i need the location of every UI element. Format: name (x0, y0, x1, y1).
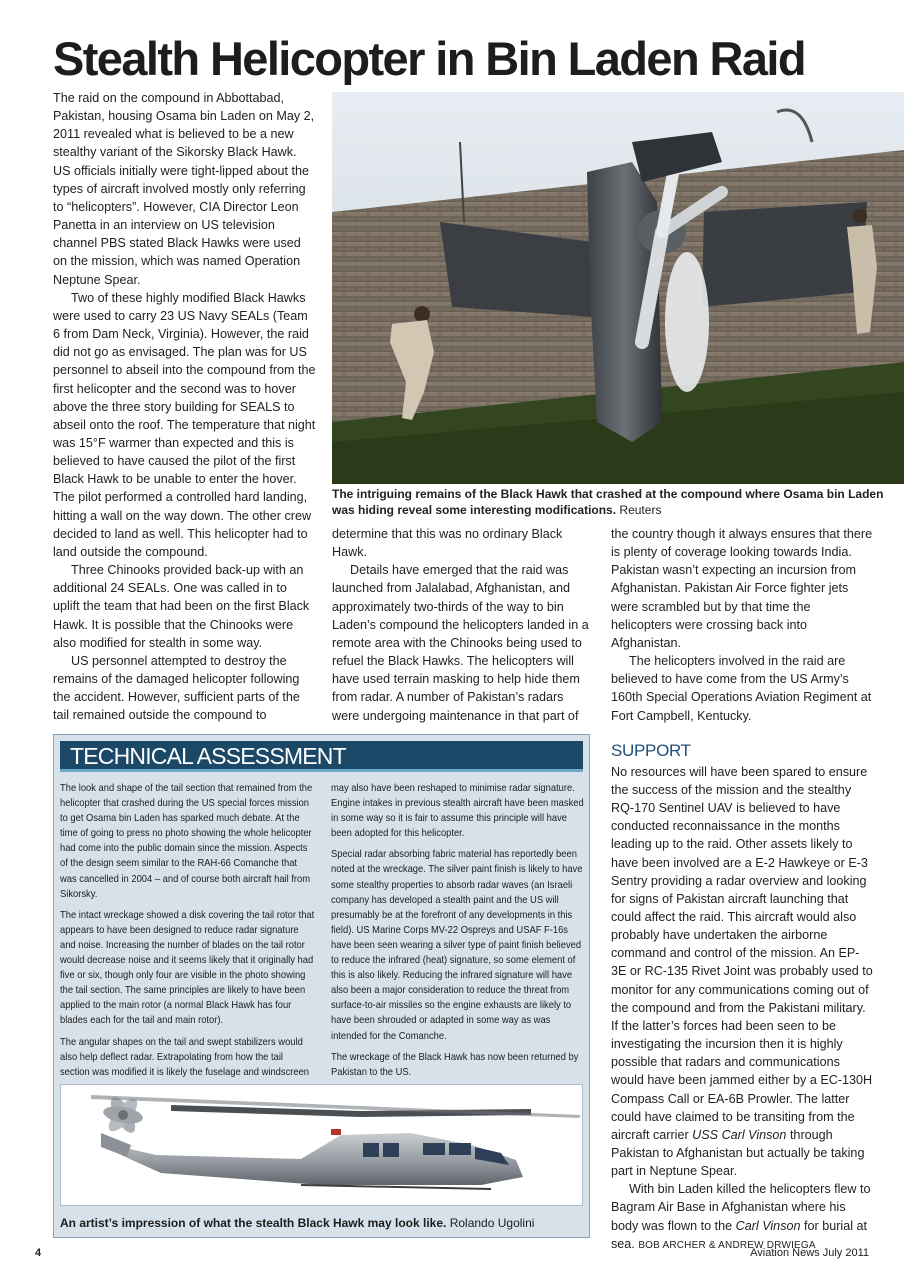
paragraph: US personnel attempted to destroy the remains of the damaged helicopter following the accident. However, sufficient parts of the tail remained outside the compound to (53, 653, 300, 723)
paragraph: The raid on the compound in Abbottabad, Pakistan, housing Osama bin Laden on May 2, 2011 revealed what is believed to be a new stealthy variant of the Sikorsky Black Hawk. US officials initially were tight-lipped about the types of aircraft involved mostly only referring to “helicopters”. However, CIA Director Leon Panetta in an interview on US television channel PBS stated Black Hawks were used on the mission, which was named Operation Neptune Spear. (53, 91, 315, 287)
photo-caption (332, 487, 902, 518)
paragraph: The angular shapes on the tail and swept stabilizers would also help deflect radar. Extrapolating from how the tail section was modified it is likely the fuselage and windscreen (60, 1036, 310, 1078)
illustration-caption-text: An artist’s impression of what the stealth Black Hawk may look like. (60, 1216, 447, 1230)
paragraph: may also have been reshaped to minimise radar signature. Engine intakes in previous stealth aircraft have been masked in some way so it is fair to assume this principle will have been adopted for this helicopter. (331, 783, 584, 840)
ship-name: USS Carl Vinson (692, 1127, 787, 1142)
paragraph: The look and shape of the tail section that remained from the helicopter that crashed during the US special forces mission to get Osama bin Laden has sparked much debate. At the time of going to press no photo showing the whole helicopter had come into the public domain since the mission. Aspects of the design seem similar to the RAH-66 Comanche that was cancelled in 2004 – and of course both aircraft hail from Sikorsky. (60, 783, 313, 900)
page-number: 4 (35, 1247, 42, 1259)
photo-credit: Reuters (619, 502, 662, 517)
body-column-1 (53, 89, 316, 724)
technical-assessment-heading: TECHNICAL ASSESSMENT (60, 741, 583, 772)
paragraph: Three Chinooks provided back-up with an additional 24 SEALs. One was called in to uplift the team that had been on the first Black Hawk. It is possible that the Chinooks were also modified for stealth in some way. (53, 563, 310, 650)
paragraph: Details have emerged that the raid was launched from Jalalabad, Afghanistan, and approximately two-thirds of the way to bin Laden’s compound the helicopters landed in a remote area with the Chinooks being used to refuel the Black Hawks. The helicopters will have used terrain masking to help hide them from radar. A number of Pakistan’s radars were undergoing maintenance in that part of (332, 563, 589, 723)
paragraph (611, 763, 873, 1181)
byline: BOB ARCHER & ANDREW DRWIEGA (638, 1239, 816, 1251)
paragraph: determine that this was no ordinary Black Hawk. (332, 527, 563, 560)
paragraph: Special radar absorbing fabric material has reportedly been noted at the wreckage. The silver paint finish is likely to have some stealthy properties to absorb radar waves (an Israeli company has developed a stealth paint and the US will presumably be at the forefront of any developments in this field). US Marine Corps MV-22 Ospreys and USAF F-16s have been seen wearing a silver type of paint finish believed to reduce the infrared (heat) signature, so some element of this is also likely. Reducing the infrared signature will have also been a major consideration to reduce the threat from surface-to-air missiles so the engine exhausts are likely to have been shrouded or adapted in some way as was intended for the Comanche. (331, 849, 583, 1042)
text-span: With bin Laden killed the helicopters flew to Bagram Air Base in Afghanistan where his body was flown to the (611, 1182, 871, 1233)
photo-caption-text: The intriguing remains of the Black Hawk that crashed at the compound where Osama bin Laden was hiding reveal some interesting modifications. (332, 487, 884, 517)
body-column-3 (611, 525, 873, 1255)
paragraph: The wreckage of the Black Hawk has now been returned by Pakistan to the US. (331, 1051, 579, 1078)
magazine-issue: Aviation News July 2011 (750, 1247, 869, 1259)
paragraph: The intact wreckage showed a disk covering the tail rotor that appears to have been designed to reduce radar signature and noise. Increasing the number of blades on the tail rotor would decrease noise and it seems likely that it originally had five or six, though only four are visible in the photo showing the tail section. The same principles are likely to have been applied to the main rotor (a normal Black Hawk has four blades each for the tail and main rotor). (60, 909, 315, 1027)
illustration-caption (60, 1215, 583, 1231)
wreckage-photo (332, 92, 904, 484)
illustration-credit: Rolando Ugolini (449, 1216, 535, 1230)
ship-name: Carl Vinson (735, 1218, 801, 1233)
wreckage-photo-drawing (332, 92, 904, 484)
article-title: Stealth Helicopter in Bin Laden Raid (53, 32, 805, 85)
technical-assessment-panel (53, 734, 590, 1238)
body-column-2 (332, 525, 590, 725)
paragraph: Two of these highly modified Black Hawks were used to carry 23 US Navy SEALs (Team 6 from Dam Neck, Virginia). However, the raid did not go as envisaged. The plan was for US personnel to abseil into the compound from the first helicopter and the second was to hover above the three story building for SEALS to abseil onto the roof. The temperature that night was 15°F warmer than expected and this is believed to have caused the pilot of the first Black Hawk to be unable to enter the hover. The pilot performed a controlled hard landing, hitting a wall on the way down. The other crew decided to land as well. This helicopter had to land outside the compound. (53, 290, 316, 559)
paragraph: The helicopters involved in the raid are believed to have come from the US Army’s 160th Special Operations Aviation Regiment at Fort Campbell, Kentucky. (611, 654, 872, 723)
text-span: through Pakistan to Afghanistan but actually be taking part in Neptune Spear. (611, 1127, 865, 1179)
helicopter-drawing (61, 1085, 582, 1205)
text-span: No resources will have been spared to ensure the success of the mission and the stealthy RQ-170 Sentinel UAV is believed to have conducted reconnaissance in the months leading up to the raid. Other assets likely to have been involved are a E-2 Hawkeye or E-3 Sentry providing a radar overview and looking for signs of Pakistan aircraft launching that could affect the raid. This aircraft would also probably have undertaken the airborne command and control of the mission. An EP-3E or RC-135 Rivet Joint was probably used to monitor for any communications coming out of the compound and from the Pakistani military. If the latter’s forces had been seen to be investigating the incursion then it is highly possible that radars and communications would have been jammed either by a EC-130H Compass Call or EA-6B Prowler. The latter could have claimed to be transiting from the aircraft carrier (611, 764, 873, 1142)
stealth-helicopter-illustration (60, 1084, 583, 1206)
paragraph: the country though it always ensures that there is plenty of coverage looking towards India. Pakistan wasn’t expecting an incursion from Afghanistan. Pakistan Air Force fighter jets were scrambled but by that time the helicopters were crossing back into Afghanistan. (611, 527, 873, 650)
tech-column-2 (331, 781, 586, 1086)
paragraph (611, 1180, 873, 1255)
text-span: for burial at sea. (611, 1218, 867, 1251)
support-subhead: SUPPORT (611, 740, 691, 760)
tech-column-1 (60, 781, 315, 1086)
